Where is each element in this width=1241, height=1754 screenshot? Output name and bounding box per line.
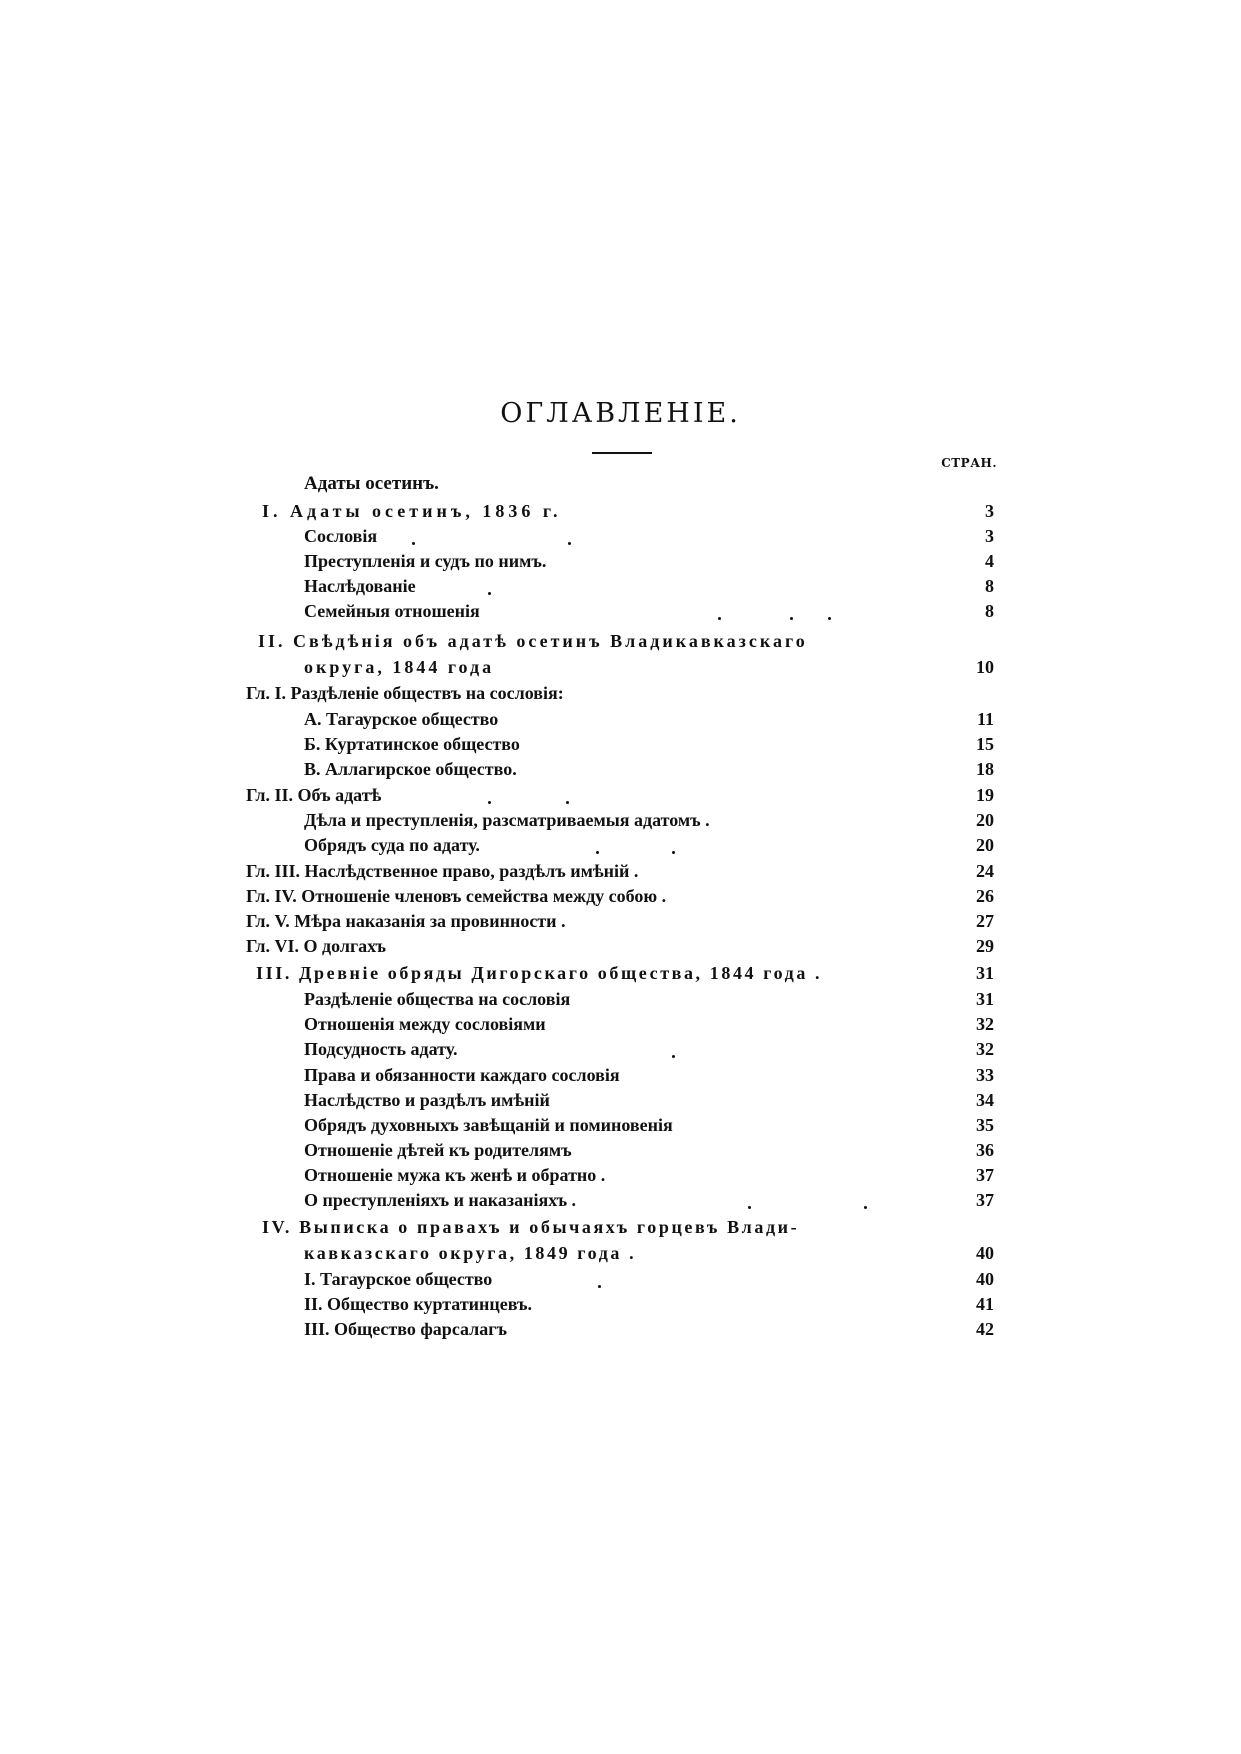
leader-dot xyxy=(412,542,415,545)
leader-dot xyxy=(718,617,721,620)
toc-entry: Семейныя отношенiя xyxy=(304,601,480,621)
leader-dot xyxy=(598,1285,601,1288)
page-number: 26 xyxy=(976,886,994,906)
toc-entry: Обрядъ суда по адату. xyxy=(304,835,480,855)
leader-dot xyxy=(672,851,675,854)
leader-dot xyxy=(566,801,569,804)
toc-entry: I. Адаты осетинъ, 1836 г. xyxy=(262,501,562,521)
page-number: 40 xyxy=(976,1243,994,1263)
page-number: 35 xyxy=(976,1115,994,1135)
page-number: 37 xyxy=(976,1165,994,1185)
page-number: 24 xyxy=(976,861,994,881)
toc-entry: IV. Выписка о правахъ и обычаяхъ горцевъ Влади- xyxy=(262,1217,800,1237)
page-number: 41 xyxy=(976,1294,994,1314)
toc-entry: III. Общество фарсалагъ xyxy=(304,1319,507,1339)
toc-entry: Б. Куртатинское общество xyxy=(304,734,520,754)
page-number: 20 xyxy=(976,810,994,830)
toc-entry: Отношенiе мужа къ женѣ и обратно . xyxy=(304,1165,606,1185)
leader-dot xyxy=(828,617,831,620)
page-number: 33 xyxy=(976,1065,994,1085)
toc-entry: О преступленiяхъ и наказанiяхъ . xyxy=(304,1190,577,1210)
leader-dot xyxy=(488,801,491,804)
page-number: 15 xyxy=(976,734,994,754)
page-number: 37 xyxy=(976,1190,994,1210)
title-rule xyxy=(592,452,652,454)
toc-entry: округа, 1844 года xyxy=(304,657,495,677)
toc-entry: Дѣла и преступленiя, разсматриваемыя адатомъ . xyxy=(304,810,710,830)
page-column-header: СТРАН. xyxy=(941,456,997,470)
toc-entry: Гл. II. Объ адатѣ xyxy=(246,785,382,805)
leader-dot xyxy=(864,1206,867,1209)
leader-dot xyxy=(488,592,491,595)
toc-entry: А. Тагаурское общество xyxy=(304,709,499,729)
toc-entry: II. Свѣдѣнiя объ адатѣ осетинъ Владикавказскаго xyxy=(258,631,808,651)
page-number: 27 xyxy=(976,911,994,931)
page-number: 29 xyxy=(976,936,994,956)
leader-dot xyxy=(596,851,599,854)
toc-entry: Наслѣдованiе xyxy=(304,576,416,596)
page-number: 3 xyxy=(985,526,994,546)
toc-entry: Гл. V. Мѣра наказанiя за провинности . xyxy=(246,911,566,931)
page-number: 20 xyxy=(976,835,994,855)
page-number: 4 xyxy=(985,551,994,571)
toc-entry: Сословiя xyxy=(304,526,378,546)
toc-entry: II. Общество куртатинцевъ. xyxy=(304,1294,533,1314)
toc-entry: Права и обязанности каждаго сословiя xyxy=(304,1065,620,1085)
page-number: 32 xyxy=(976,1014,994,1034)
page-number: 40 xyxy=(976,1269,994,1289)
toc-title: ОГЛАВЛЕНIЕ. xyxy=(500,398,741,429)
toc-entry: Гл. III. Наслѣдственное право, раздѣлъ имѣнiй . xyxy=(246,861,639,881)
toc-entry: III. Древнiе обряды Дигорскаго общества, 1844 года . xyxy=(256,963,823,983)
page-number: 42 xyxy=(976,1319,994,1339)
toc-entry: Отношенiе дѣтей къ родителямъ xyxy=(304,1140,572,1160)
toc-entry: Отношенiя между сословiями xyxy=(304,1014,546,1034)
page-number: 31 xyxy=(976,963,994,983)
page-number: 32 xyxy=(976,1039,994,1059)
toc-entry: Гл. IV. Отношенiе членовъ семейства между собою . xyxy=(246,886,667,906)
page-number: 8 xyxy=(985,601,994,621)
leader-dot xyxy=(672,1055,675,1058)
page-number: 11 xyxy=(976,709,994,729)
page-number: 36 xyxy=(976,1140,994,1160)
page-number: 31 xyxy=(976,989,994,1009)
page-number: 19 xyxy=(976,785,994,805)
toc-entry: кавказскаго округа, 1849 года . xyxy=(304,1243,637,1263)
toc-entry: Наслѣдство и раздѣлъ имѣнiй xyxy=(304,1090,550,1110)
leader-dot xyxy=(568,542,571,545)
leader-dot xyxy=(748,1206,751,1209)
toc-entry: Гл. I. Раздѣленiе обществъ на сословiя: xyxy=(246,683,564,703)
toc-entry: В. Аллагирское общество. xyxy=(304,759,517,779)
toc-entry: Подсудность адату. xyxy=(304,1039,458,1059)
toc-entry: Обрядъ духовныхъ завѣщанiй и поминовенiя xyxy=(304,1115,673,1135)
toc-entry: Гл. VI. О долгахъ xyxy=(246,936,386,956)
toc-entry: Преступленiя и судъ по нимъ. xyxy=(304,551,547,571)
page-number: 10 xyxy=(976,657,994,677)
section-heading: Адаты осетинъ. xyxy=(304,473,439,494)
toc-entry: I. Тагаурское общество xyxy=(304,1269,493,1289)
page-number: 34 xyxy=(976,1090,994,1110)
toc-entry: Раздѣленiе общества на сословiя xyxy=(304,989,571,1009)
page-number: 8 xyxy=(985,576,994,596)
leader-dot xyxy=(790,617,793,620)
page-number: 3 xyxy=(985,501,994,521)
page-number: 18 xyxy=(976,759,994,779)
